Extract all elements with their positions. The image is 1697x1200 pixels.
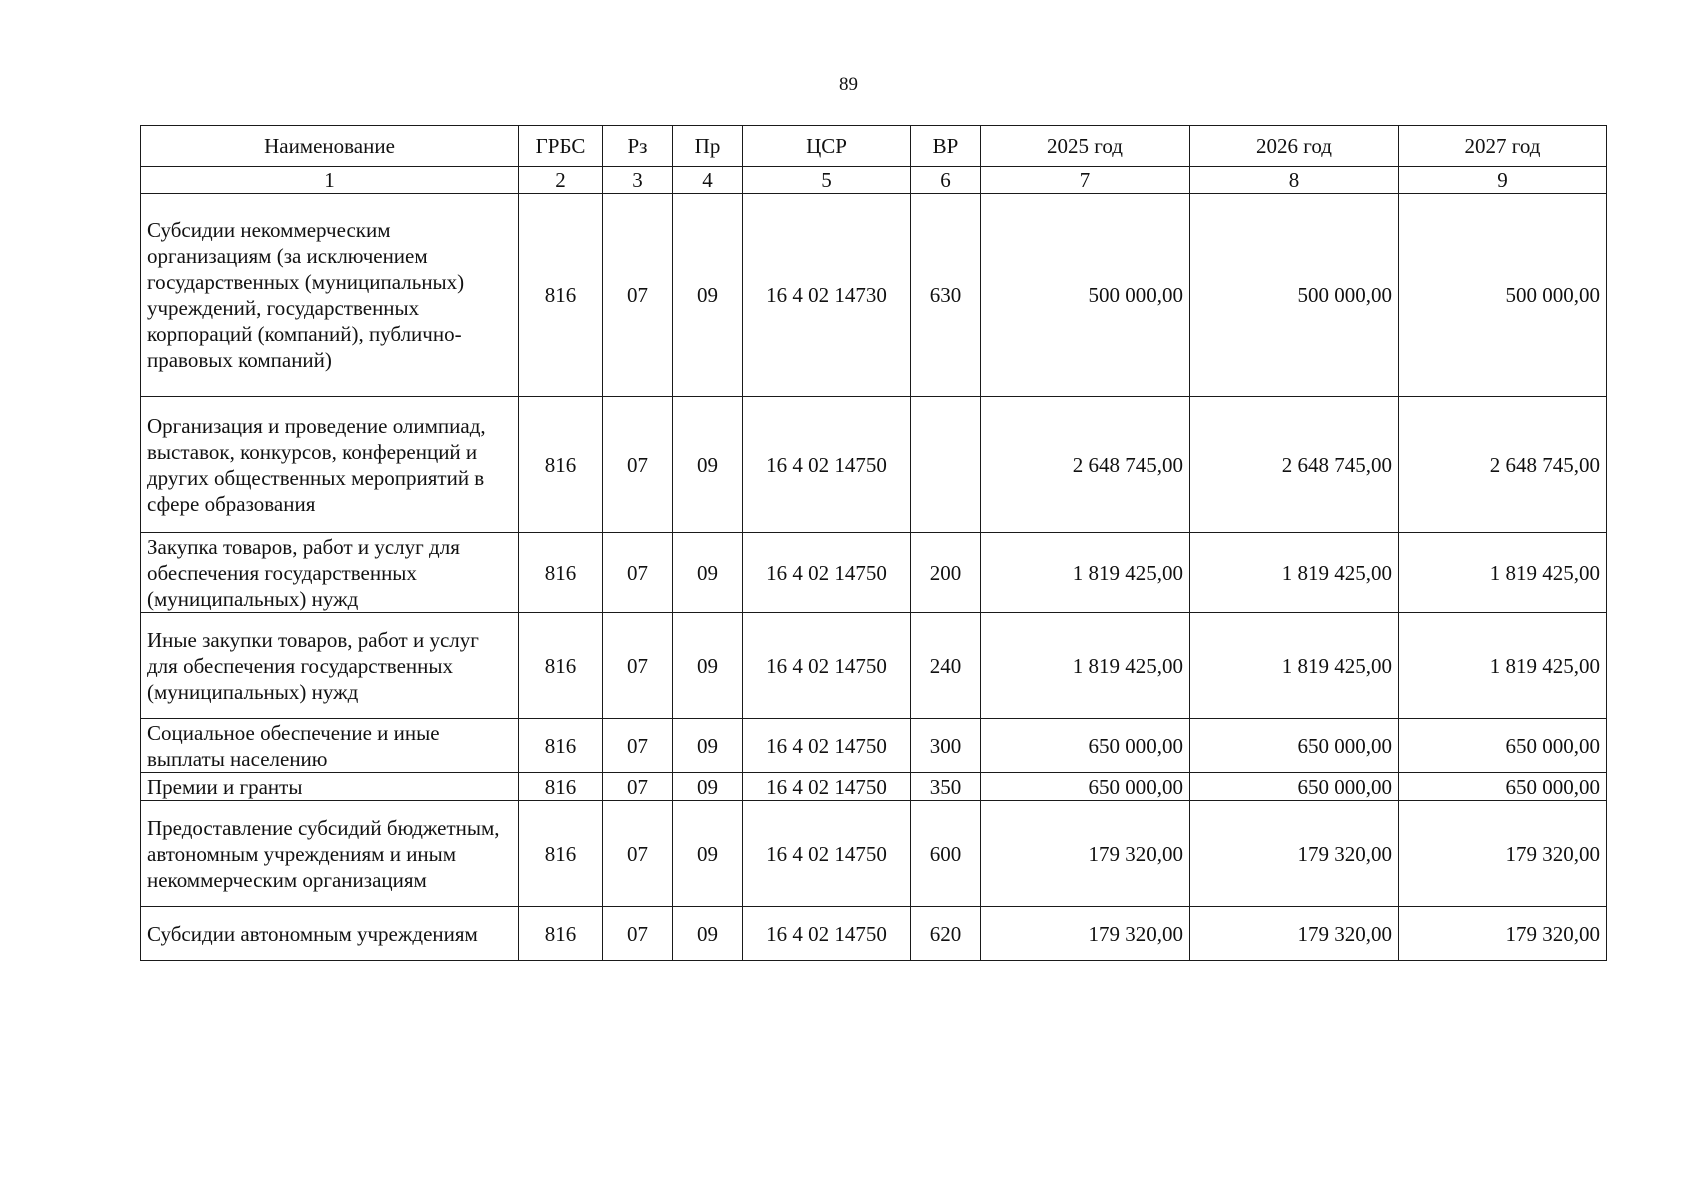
table-row [141, 397, 1607, 533]
row-name: Субсидии автономным учреждениям [141, 907, 519, 961]
row-name: Организация и проведение олимпиад, выставок, конкурсов, конференций и других общественных мероприятий в сфере образования [141, 397, 519, 533]
row-grbs: 816 [519, 773, 603, 801]
header-row [141, 126, 1607, 167]
column-number: 6 [911, 167, 981, 194]
row-pr: 09 [673, 773, 743, 801]
row-csr: 16 4 02 14750 [743, 801, 911, 907]
header-2027: 2027 год [1399, 126, 1607, 167]
row-pr: 09 [673, 397, 743, 533]
row-csr: 16 4 02 14750 [743, 533, 911, 613]
table-row [141, 613, 1607, 719]
column-number: 7 [981, 167, 1190, 194]
row-amount-2025: 650 000,00 [981, 719, 1190, 773]
row-amount-2026: 179 320,00 [1190, 801, 1399, 907]
column-number-row [141, 167, 1607, 194]
row-grbs: 816 [519, 533, 603, 613]
column-number: 2 [519, 167, 603, 194]
row-pr: 09 [673, 533, 743, 613]
row-csr: 16 4 02 14750 [743, 397, 911, 533]
row-amount-2025: 179 320,00 [981, 801, 1190, 907]
row-amount-2027: 650 000,00 [1399, 773, 1607, 801]
header-grbs: ГРБС [519, 126, 603, 167]
row-amount-2025: 650 000,00 [981, 773, 1190, 801]
row-csr: 16 4 02 14730 [743, 194, 911, 397]
row-rz: 07 [603, 719, 673, 773]
header-2025: 2025 год [981, 126, 1190, 167]
row-grbs: 816 [519, 801, 603, 907]
header-pr: Пр [673, 126, 743, 167]
row-amount-2027: 179 320,00 [1399, 801, 1607, 907]
row-amount-2026: 1 819 425,00 [1190, 613, 1399, 719]
table-row [141, 719, 1607, 773]
row-amount-2026: 179 320,00 [1190, 907, 1399, 961]
row-amount-2025: 1 819 425,00 [981, 613, 1190, 719]
row-grbs: 816 [519, 194, 603, 397]
budget-table [140, 125, 1607, 961]
row-rz: 07 [603, 397, 673, 533]
row-vr: 630 [911, 194, 981, 397]
row-rz: 07 [603, 533, 673, 613]
row-pr: 09 [673, 613, 743, 719]
table-row [141, 194, 1607, 397]
table-row [141, 773, 1607, 801]
row-vr [911, 397, 981, 533]
row-csr: 16 4 02 14750 [743, 773, 911, 801]
column-number: 4 [673, 167, 743, 194]
row-amount-2027: 500 000,00 [1399, 194, 1607, 397]
row-name: Премии и гранты [141, 773, 519, 801]
row-name: Закупка товаров, работ и услуг для обеспечения государственных (муниципальных) нужд [141, 533, 519, 613]
row-vr: 240 [911, 613, 981, 719]
row-pr: 09 [673, 719, 743, 773]
row-name: Иные закупки товаров, работ и услуг для обеспечения государственных (муниципальных) нужд [141, 613, 519, 719]
row-amount-2025: 179 320,00 [981, 907, 1190, 961]
row-amount-2025: 500 000,00 [981, 194, 1190, 397]
row-amount-2025: 1 819 425,00 [981, 533, 1190, 613]
row-amount-2026: 2 648 745,00 [1190, 397, 1399, 533]
row-csr: 16 4 02 14750 [743, 719, 911, 773]
row-vr: 200 [911, 533, 981, 613]
row-amount-2027: 1 819 425,00 [1399, 613, 1607, 719]
page-number: 89 [839, 74, 858, 95]
header-vr: ВР [911, 126, 981, 167]
header-csr: ЦСР [743, 126, 911, 167]
row-amount-2025: 2 648 745,00 [981, 397, 1190, 533]
row-rz: 07 [603, 194, 673, 397]
row-amount-2026: 500 000,00 [1190, 194, 1399, 397]
row-vr: 600 [911, 801, 981, 907]
row-amount-2026: 650 000,00 [1190, 719, 1399, 773]
row-rz: 07 [603, 907, 673, 961]
row-name: Субсидии некоммерческим организациям (за исключением государственных (муниципальных) учреждений, государственных корпораций (компаний), публично-правовых компаний) [141, 194, 519, 397]
table-row [141, 801, 1607, 907]
row-vr: 620 [911, 907, 981, 961]
table-row [141, 533, 1607, 613]
row-grbs: 816 [519, 907, 603, 961]
row-grbs: 816 [519, 613, 603, 719]
header-rz: Рз [603, 126, 673, 167]
row-rz: 07 [603, 801, 673, 907]
column-number: 3 [603, 167, 673, 194]
column-number: 9 [1399, 167, 1607, 194]
row-rz: 07 [603, 773, 673, 801]
row-amount-2027: 1 819 425,00 [1399, 533, 1607, 613]
row-pr: 09 [673, 907, 743, 961]
column-number: 1 [141, 167, 519, 194]
row-csr: 16 4 02 14750 [743, 907, 911, 961]
header-name: Наименование [141, 126, 519, 167]
row-name: Социальное обеспечение и иные выплаты населению [141, 719, 519, 773]
row-amount-2027: 2 648 745,00 [1399, 397, 1607, 533]
row-csr: 16 4 02 14750 [743, 613, 911, 719]
header-2026: 2026 год [1190, 126, 1399, 167]
row-vr: 300 [911, 719, 981, 773]
row-amount-2026: 650 000,00 [1190, 773, 1399, 801]
row-amount-2026: 1 819 425,00 [1190, 533, 1399, 613]
column-number: 5 [743, 167, 911, 194]
row-grbs: 816 [519, 397, 603, 533]
row-pr: 09 [673, 801, 743, 907]
row-amount-2027: 650 000,00 [1399, 719, 1607, 773]
row-name: Предоставление субсидий бюджетным, автономным учреждениям и иным некоммерческим организациям [141, 801, 519, 907]
row-rz: 07 [603, 613, 673, 719]
row-grbs: 816 [519, 719, 603, 773]
table-row [141, 907, 1607, 961]
row-pr: 09 [673, 194, 743, 397]
row-vr: 350 [911, 773, 981, 801]
column-number: 8 [1190, 167, 1399, 194]
row-amount-2027: 179 320,00 [1399, 907, 1607, 961]
